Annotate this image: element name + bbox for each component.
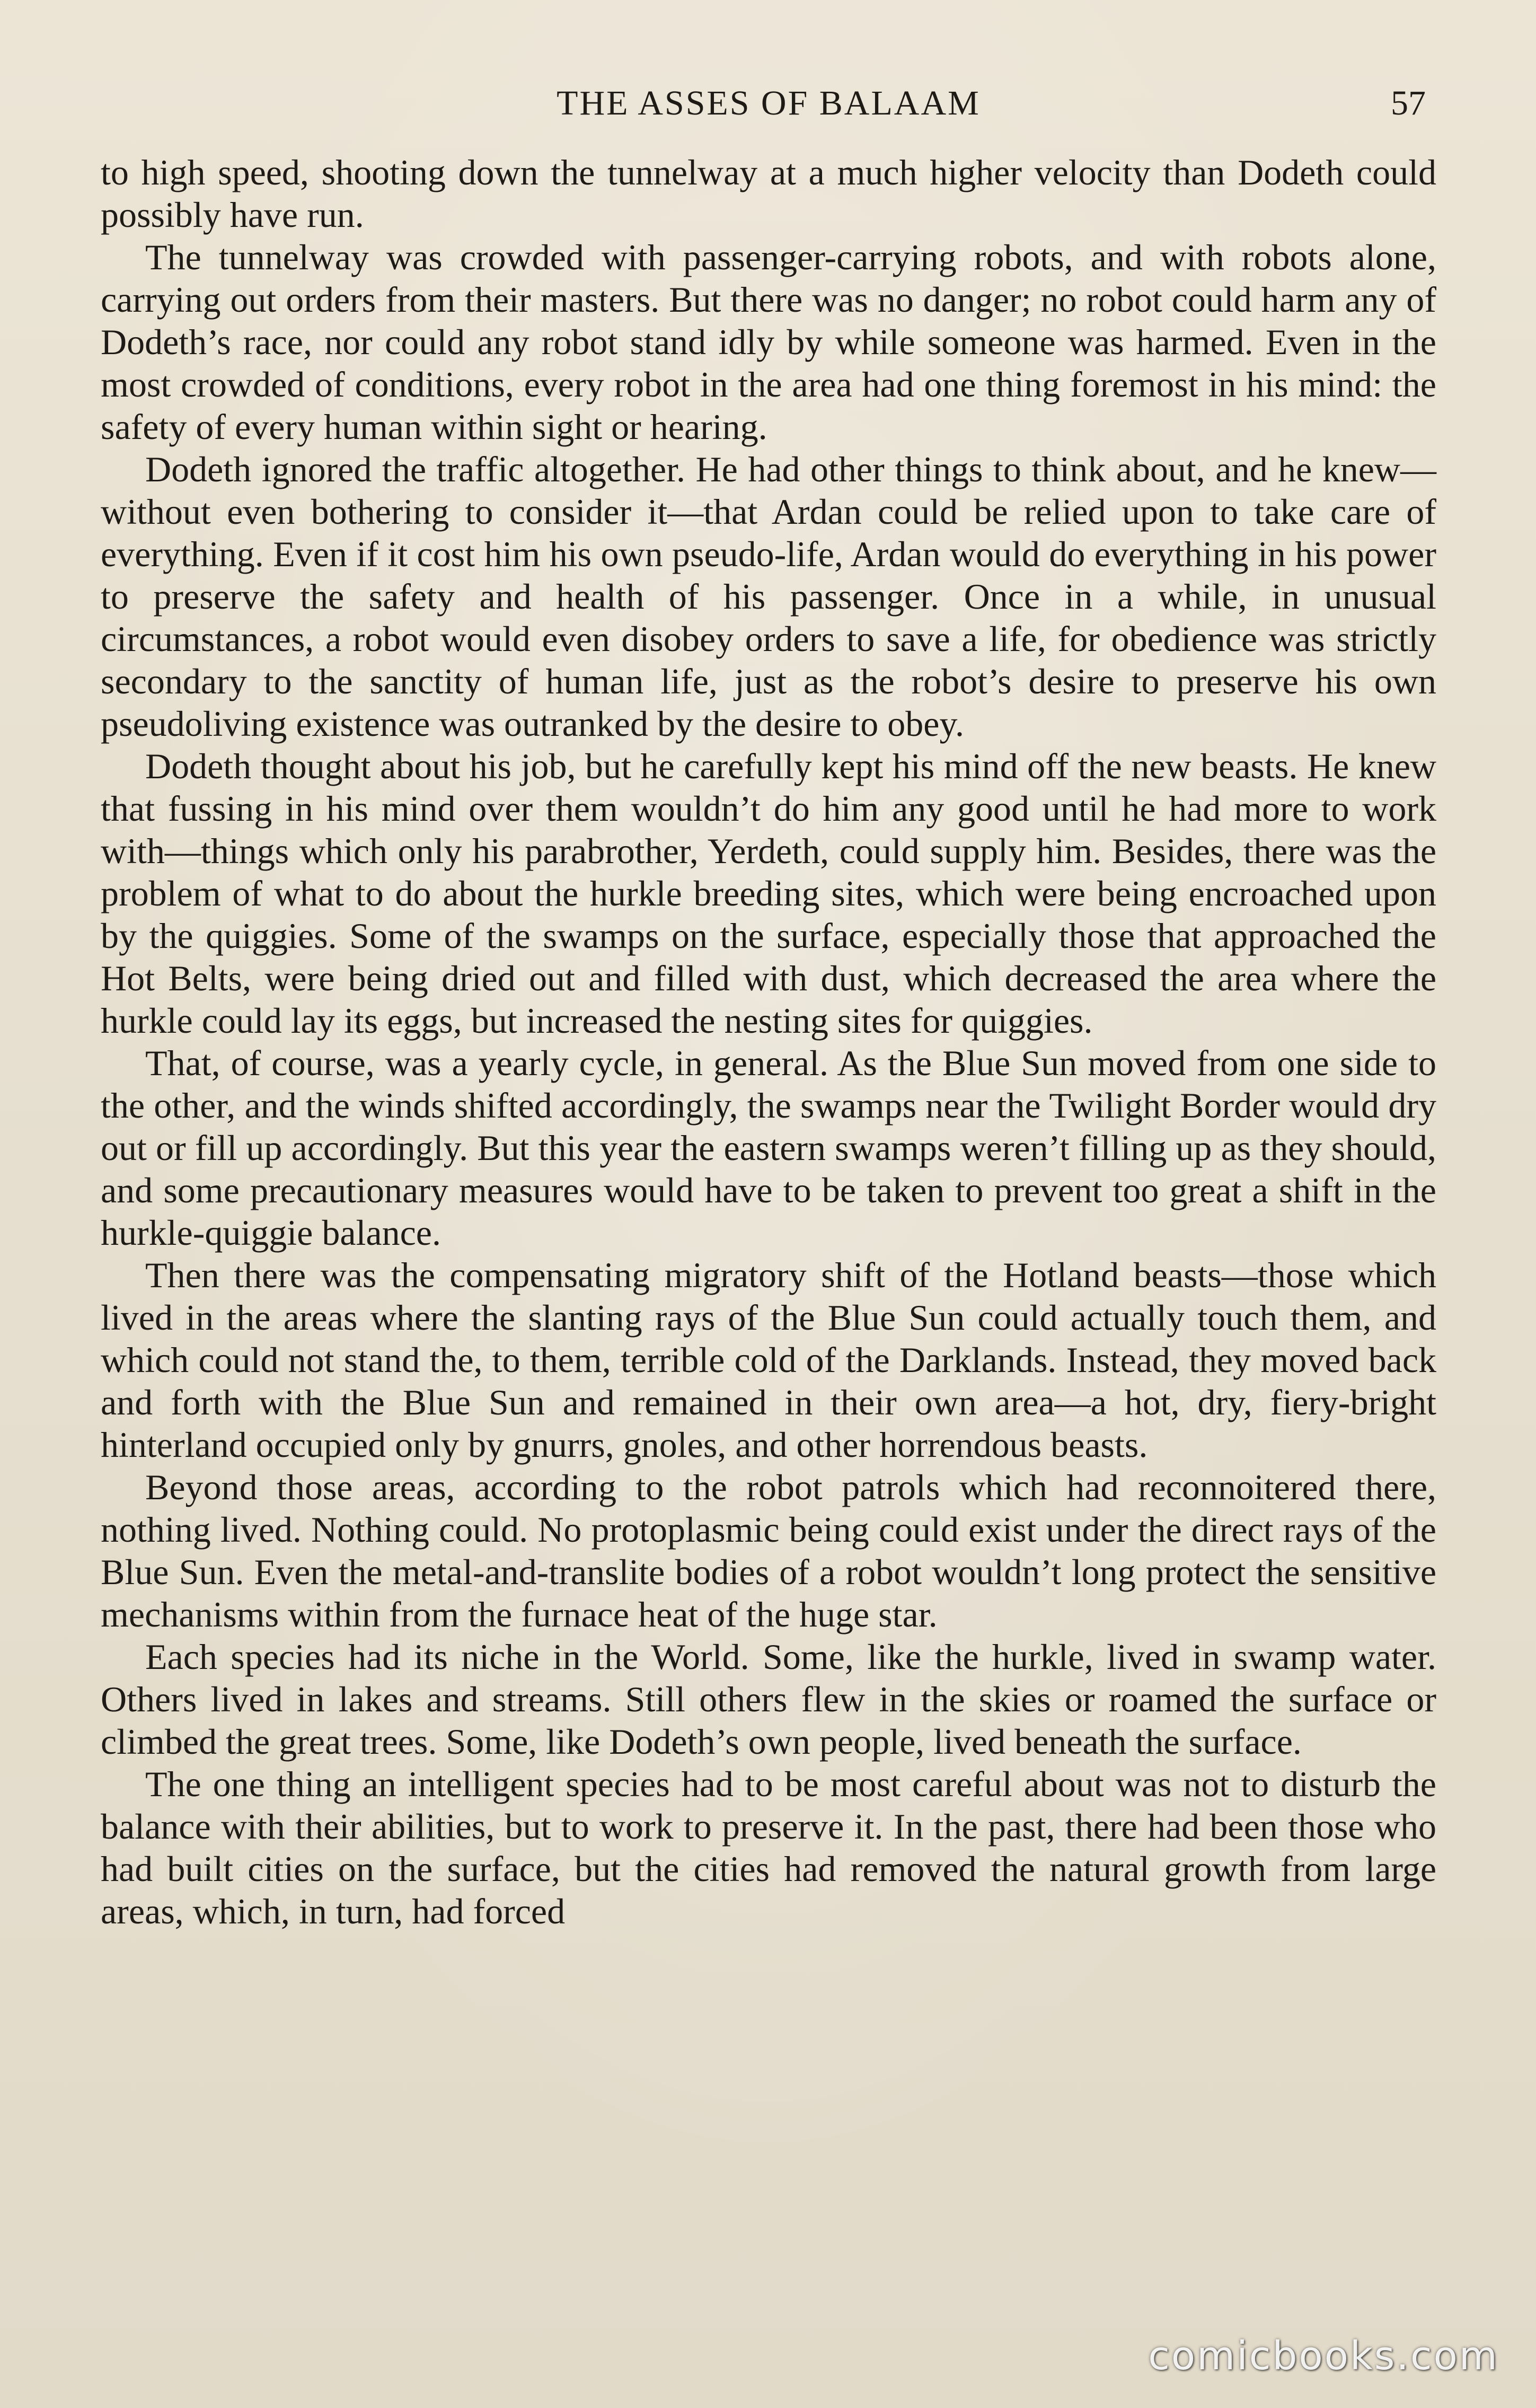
paragraph: Each species had its niche in the World. Some, like the hurkle, lived in swamp water. Others lived in lakes and streams. Still others flew in the skies or roamed the surface or climbed the great trees. Some, like Dodeth’s own people, lived beneath the surface. (101, 1637, 1436, 1762)
body-text (101, 151, 1436, 1932)
paragraph: The tunnelway was crowded with passenger-carrying robots, and with robots alone, carrying out orders from their masters. But there was no danger; no robot could harm any of Dodeth’s race, nor could any robot stand idly by while someone was harmed. Even in the most crowded of conditions, every robot in the area had one thing foremost in his mind: the safety of every human within sight or hearing. (101, 237, 1436, 447)
running-title: THE ASSES OF BALAAM (557, 84, 981, 122)
paragraph-continuation: to high speed, shooting down the tunnelway at a much higher velocity than Dodeth could possibly have run. (101, 152, 1436, 235)
paragraph: Dodeth ignored the traffic altogether. He had other things to think about, and he knew—without even bothering to consider it—that Ardan could be relied upon to take care of everything. Even if it cost him his own pseudo-life, Ardan would do everything in his power to preserve the safety and health of his passenger. Once in a while, in unusual circumstances, a robot would even disobey orders to save a life, for obedience was strictly secondary to the sanctity of human life, just as the robot’s desire to preserve his own pseudoliving existence was outranked by the desire to obey. (101, 449, 1436, 744)
paragraph: Then there was the compensating migratory shift of the Hotland beasts—those which lived in the areas where the slanting rays of the Blue Sun could actually touch them, and which could not stand the, to them, terrible cold of the Darklands. Instead, they moved back and forth with the Blue Sun and remained in their own area—a hot, dry, fiery-bright hinterland occupied only by gnurrs, gnoles, and other horrendous beasts. (101, 1255, 1436, 1465)
running-header (101, 80, 1436, 127)
paragraph: That, of course, was a yearly cycle, in general. As the Blue Sun moved from one side to the other, and the winds shifted accordingly, the swamps near the Twilight Border would dry out or fill up accordingly. But this year the eastern swamps weren’t filling up as they should, and some precautionary measures would have to be taken to prevent too great a shift in the hurkle-quiggie balance. (101, 1043, 1436, 1253)
paragraph: Dodeth thought about his job, but he carefully kept his mind off the new beasts. He knew that fussing in his mind over them wouldn’t do him any good until he had more to work with—things which only his parabrother, Yerdeth, could supply him. Besides, there was the problem of what to do about the hurkle breeding sites, which were being encroached upon by the quiggies. Some of the swamps on the surface, especially those that approached the Hot Belts, were being dried out and filled with dust, which decreased the area where the hurkle could lay its eggs, but increased the nesting sites for quiggies. (101, 746, 1436, 1041)
paragraph: The one thing an intelligent species had to be most careful about was not to disturb the balance with their abilities, but to work to preserve it. In the past, there had been those who had built cities on the surface, but the cities had removed the natural growth from large areas, which, in turn, had forced (101, 1764, 1436, 1931)
watermark: comicbooks.com (1148, 2333, 1499, 2379)
paragraph: Beyond those areas, according to the robot patrols which had reconnoitered there, nothing lived. Nothing could. No protoplasmic being could exist under the direct rays of the Blue Sun. Even the metal-and-translite bodies of a robot wouldn’t long protect the sensitive mechanisms within from the furnace heat of the huge star. (101, 1467, 1436, 1634)
page-number: 57 (1391, 84, 1426, 122)
